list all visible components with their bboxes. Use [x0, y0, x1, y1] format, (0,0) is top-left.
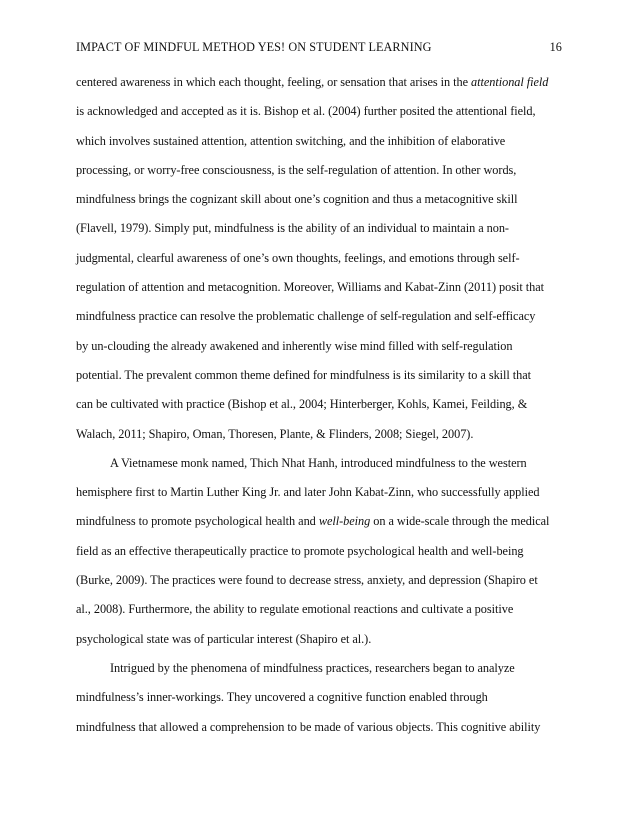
line-text: can be cultivated with practice (Bishop et al., 2004; Hinterberger, Kohls, Kamei, Feilding, &	[76, 397, 528, 412]
line-text: processing, or worry-free consciousness, is the self-regulation of attention. In other words,	[76, 162, 517, 177]
text-line	[76, 595, 564, 624]
text-line	[76, 507, 564, 536]
text-line	[76, 361, 564, 390]
text-line	[76, 713, 564, 742]
line-text: mindfulness brings the cognizant skill about one’s cognition and thus a metacognitive skill	[76, 192, 518, 207]
italic-term: well-being	[318, 514, 371, 529]
text-line	[76, 185, 564, 214]
text-line	[76, 566, 564, 595]
line-text: mindfulness practice can resolve the problematic challenge of self-regulation and self-efficacy	[76, 309, 536, 324]
text-line	[76, 478, 564, 507]
body-text	[76, 68, 564, 742]
line-text: (Burke, 2009). The practices were found to decrease stress, anxiety, and depression (Shapiro et	[76, 573, 538, 588]
line-text: regulation of attention and metacognition. Moreover, Williams and Kabat-Zinn (2011) posit that	[76, 280, 544, 295]
text-line	[76, 214, 564, 243]
text-line	[76, 625, 564, 654]
text-line	[76, 273, 564, 302]
page-number: 16	[549, 40, 562, 54]
line-text: (Flavell, 1979). Simply put, mindfulness is the ability of an individual to maintain a non-	[76, 221, 509, 236]
line-text: hemisphere first to Martin Luther King Jr. and later John Kabat-Zinn, who successfully applied	[76, 485, 540, 500]
text-line	[76, 390, 564, 419]
italic-term: attentional field	[471, 75, 549, 89]
text-line	[76, 654, 564, 683]
line-text: mindfulness that allowed a comprehension to be made of various objects. This cognitive ability	[76, 719, 541, 734]
line-text: which involves sustained attention, attention switching, and the inhibition of elaborative	[76, 133, 506, 148]
line-text: psychological state was of particular interest (Shapiro et al.).	[76, 631, 372, 646]
line-text: Walach, 2011; Shapiro, Oman, Thoresen, Plante, & Flinders, 2008; Siegel, 2007).	[76, 426, 474, 441]
line-text: on a wide-scale through the medical	[370, 514, 550, 529]
text-line	[76, 449, 564, 478]
text-line	[76, 244, 564, 273]
line-text: mindfulness to promote psychological health and	[76, 514, 319, 529]
text-line	[76, 156, 564, 185]
line-text: Intrigued by the phenomena of mindfulness practices, researchers began to analyze	[110, 660, 515, 675]
text-line	[76, 420, 564, 449]
text-line	[76, 97, 564, 126]
text-line	[76, 332, 564, 361]
text-line	[76, 302, 564, 331]
line-text: mindfulness’s inner-workings. They uncovered a cognitive function enabled through	[76, 690, 488, 705]
line-text: A Vietnamese monk named, Thich Nhat Hanh, introduced mindfulness to the western	[110, 455, 527, 470]
line-text: al., 2008). Furthermore, the ability to regulate emotional reactions and cultivate a positive	[76, 602, 514, 617]
running-head	[76, 38, 562, 56]
text-line	[76, 537, 564, 566]
line-text: is acknowledged and accepted as it is. Bishop et al. (2004) further posited the attentional field,	[76, 104, 536, 119]
line-text: judgmental, clearful awareness of one’s own thoughts, feelings, and emotions through self-	[76, 250, 520, 265]
running-title: IMPACT OF MINDFUL METHOD YES! ON STUDENT LEARNING	[76, 40, 432, 54]
line-text: centered awareness in which each thought, feeling, or sensation that arises in the	[76, 75, 472, 89]
line-text: by un-clouding the already awakened and inherently wise mind filled with self-regulation	[76, 338, 513, 353]
text-line	[76, 683, 564, 712]
text-line	[76, 68, 564, 97]
line-text: field as an effective therapeutically practice to promote psychological health and well-being	[76, 543, 524, 558]
line-text: potential. The prevalent common theme defined for mindfulness is its similarity to a skill that	[76, 367, 532, 382]
text-line	[76, 127, 564, 156]
